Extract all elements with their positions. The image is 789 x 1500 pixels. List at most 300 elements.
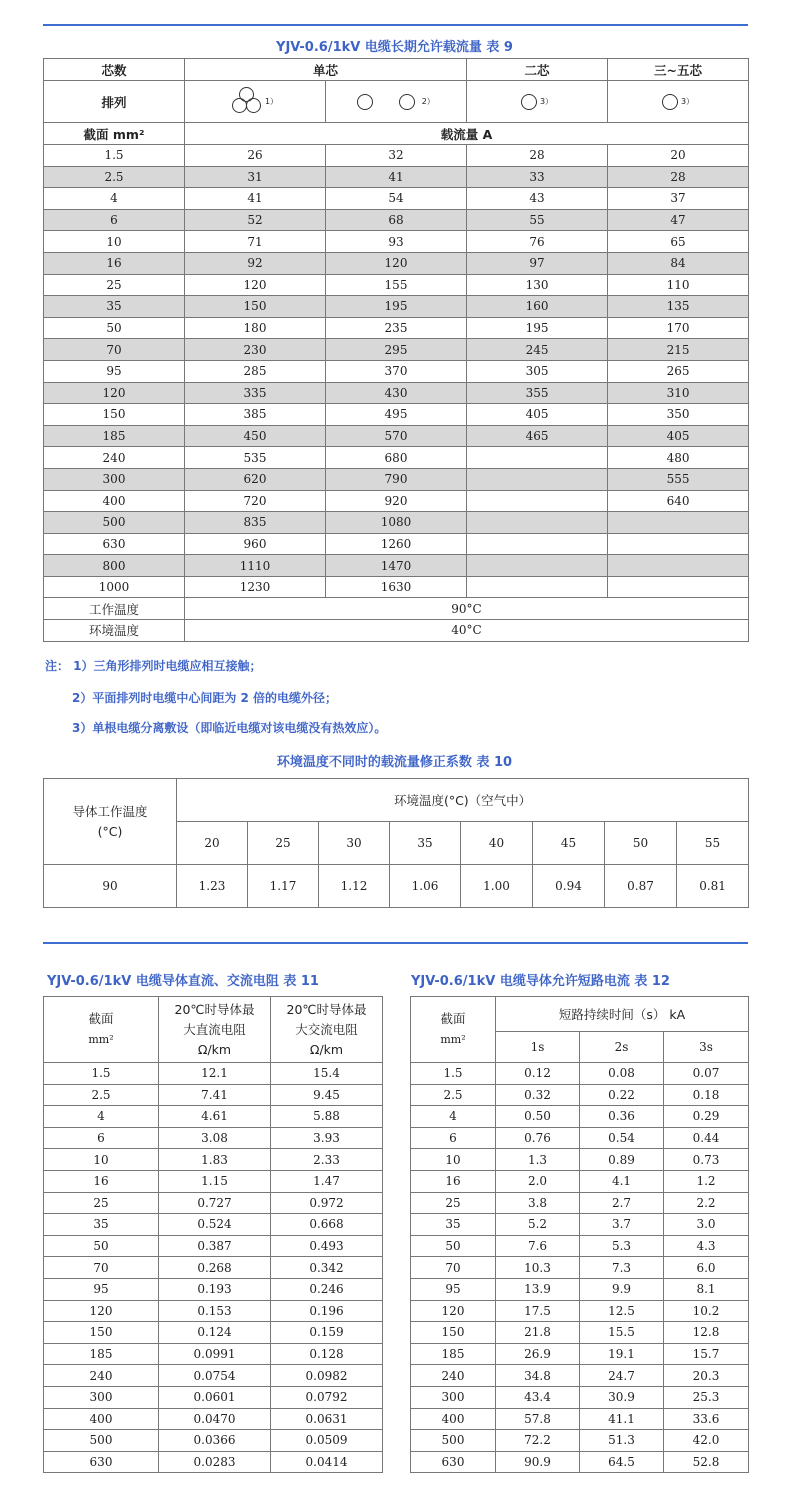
short-circuit-current-cell: 0.22 [580, 1084, 664, 1106]
ampacity-cell: 640 [608, 490, 749, 512]
ampacity-cell: 1260 [326, 533, 467, 555]
table9-header-section: 截面 mm² [44, 123, 185, 145]
table9-header-arrangement: 排列 [44, 81, 185, 123]
short-circuit-current-cell: 0.44 [664, 1127, 749, 1149]
short-circuit-current-cell: 20.3 [664, 1365, 749, 1387]
ampacity-cell: 1630 [326, 576, 467, 598]
table9-header-ampacity: 载流量 A [185, 123, 749, 145]
ampacity-cell: 135 [608, 296, 749, 318]
table11-row [44, 1170, 383, 1192]
ac-resistance-cell: 3.93 [271, 1127, 383, 1149]
ampacity-cell [467, 512, 608, 534]
section-cell: 240 [411, 1365, 496, 1387]
table11-header-section [44, 997, 159, 1063]
table12-row [411, 1386, 749, 1408]
top-rule [43, 24, 748, 26]
ampacity-cell [467, 490, 608, 512]
ampacity-cell: 97 [467, 252, 608, 274]
ampacity-cell: 335 [185, 382, 326, 404]
ampacity-cell [608, 576, 749, 598]
dc-resistance-cell: 0.0470 [159, 1408, 271, 1430]
short-circuit-current-cell: 64.5 [580, 1451, 664, 1473]
dc-resistance-cell: 3.08 [159, 1127, 271, 1149]
ampacity-cell: 93 [326, 231, 467, 253]
short-circuit-current-cell: 0.29 [664, 1106, 749, 1128]
section-cell: 50 [44, 317, 185, 339]
ampacity-cell: 230 [185, 339, 326, 361]
short-circuit-current-cell: 0.08 [580, 1063, 664, 1085]
short-circuit-current-cell: 42.0 [664, 1430, 749, 1452]
ampacity-cell: 720 [185, 490, 326, 512]
table11-row [44, 1192, 383, 1214]
table12 [410, 996, 749, 1473]
short-circuit-current-cell: 0.54 [580, 1127, 664, 1149]
ampacity-cell: 405 [608, 425, 749, 447]
section-cell: 4 [411, 1106, 496, 1128]
dc-resistance-cell: 12.1 [159, 1063, 271, 1085]
section-cell: 630 [44, 1451, 159, 1473]
short-circuit-current-cell: 90.9 [496, 1451, 580, 1473]
table12-row [411, 1106, 749, 1128]
table12-header-section [411, 997, 496, 1063]
table12-row [411, 1430, 749, 1452]
env-temp-label: 环境温度 [44, 620, 185, 642]
section-cell: 35 [44, 1214, 159, 1236]
table11-title: YJV-0.6/1kV 电缆导体直流、交流电阻 表 11 [47, 974, 319, 989]
dc-resistance-cell: 0.727 [159, 1192, 271, 1214]
section-cell: 400 [411, 1408, 496, 1430]
section-cell: 1.5 [44, 1063, 159, 1085]
table9-header-single: 单芯 [185, 59, 467, 81]
short-circuit-current-cell: 9.9 [580, 1278, 664, 1300]
table10-row-label: 90 [44, 865, 177, 908]
short-circuit-current-cell: 10.2 [664, 1300, 749, 1322]
table9-row [44, 576, 749, 598]
correction-factor-cell: 0.94 [533, 865, 605, 908]
ac-unit: Ω/km [309, 1041, 344, 1057]
dc-resistance-cell: 0.193 [159, 1278, 271, 1300]
short-circuit-current-cell: 34.8 [496, 1365, 580, 1387]
table12-row [411, 1322, 749, 1344]
ampacity-cell: 110 [608, 274, 749, 296]
section-cell: 16 [411, 1170, 496, 1192]
ampacity-cell: 495 [326, 404, 467, 426]
table12-header-duration: 短路持续时间（s） kA [496, 997, 749, 1032]
table12-row [411, 1063, 749, 1085]
section-cell: 185 [44, 1343, 159, 1365]
table9-header-two: 二芯 [467, 59, 608, 81]
ac-resistance-cell: 2.33 [271, 1149, 383, 1171]
section-cell: 10 [44, 231, 185, 253]
ampacity-cell [467, 468, 608, 490]
short-circuit-current-cell: 7.6 [496, 1235, 580, 1257]
short-circuit-current-cell: 2.2 [664, 1192, 749, 1214]
note-2: 2）平面排列时电缆中心间距为 2 倍的电缆外径； [72, 691, 338, 705]
ac-resistance-cell: 0.0982 [271, 1365, 383, 1387]
dc-resistance-cell: 0.387 [159, 1235, 271, 1257]
ampacity-cell: 92 [185, 252, 326, 274]
env-temp-row [44, 620, 749, 642]
section-cell: 70 [44, 339, 185, 361]
ambient-temp-cell: 25 [248, 822, 319, 865]
correction-factor-cell: 0.87 [605, 865, 677, 908]
short-circuit-current-cell: 5.3 [580, 1235, 664, 1257]
short-circuit-current-cell: 2.0 [496, 1170, 580, 1192]
short-circuit-current-cell: 10.3 [496, 1257, 580, 1279]
note-1: 注： 1）三角形排列时电缆应相互接触； [45, 659, 262, 673]
short-circuit-current-cell: 0.89 [580, 1149, 664, 1171]
table11-row [44, 1214, 383, 1236]
section-unit: mm² [440, 1033, 466, 1046]
ampacity-cell [608, 555, 749, 577]
ampacity-cell: 28 [608, 166, 749, 188]
ampacity-cell: 130 [467, 274, 608, 296]
section-cell: 35 [411, 1214, 496, 1236]
dc-resistance-cell: 7.41 [159, 1084, 271, 1106]
section-cell: 400 [44, 490, 185, 512]
table11-row [44, 1451, 383, 1473]
table11-row [44, 1257, 383, 1279]
ac-resistance-cell: 0.128 [271, 1343, 383, 1365]
ac-resistance-cell: 0.246 [271, 1278, 383, 1300]
ac-line-2: 大交流电阻 [295, 1021, 358, 1037]
table9-row [44, 252, 749, 274]
ampacity-cell: 37 [608, 188, 749, 210]
short-circuit-current-cell: 3.8 [496, 1192, 580, 1214]
table12-row [411, 1365, 749, 1387]
ambient-temp-cell: 30 [319, 822, 390, 865]
section-cell: 150 [44, 404, 185, 426]
table12-row [411, 1235, 749, 1257]
ampacity-cell: 1110 [185, 555, 326, 577]
table12-row [411, 1214, 749, 1236]
short-circuit-current-cell: 2.7 [580, 1192, 664, 1214]
section-cell: 25 [411, 1192, 496, 1214]
section-cell: 500 [44, 512, 185, 534]
ac-resistance-cell: 0.0414 [271, 1451, 383, 1473]
table11-row [44, 1322, 383, 1344]
ampacity-cell: 41 [185, 188, 326, 210]
ac-resistance-cell: 5.88 [271, 1106, 383, 1128]
ampacity-cell: 195 [467, 317, 608, 339]
correction-factor-cell: 1.23 [177, 865, 248, 908]
table9-row [44, 447, 749, 469]
section-cell: 16 [44, 1170, 159, 1192]
table12-row [411, 1257, 749, 1279]
dc-resistance-cell: 0.0601 [159, 1386, 271, 1408]
dc-resistance-cell: 0.268 [159, 1257, 271, 1279]
table9-row [44, 296, 749, 318]
correction-factor-cell: 0.81 [677, 865, 749, 908]
short-circuit-current-cell: 0.12 [496, 1063, 580, 1085]
short-circuit-current-cell: 41.1 [580, 1408, 664, 1430]
ampacity-cell: 54 [326, 188, 467, 210]
ampacity-cell: 480 [608, 447, 749, 469]
ampacity-cell: 32 [326, 145, 467, 167]
section-cell: 2.5 [44, 1084, 159, 1106]
short-circuit-current-cell: 30.9 [580, 1386, 664, 1408]
ampacity-cell: 1080 [326, 512, 467, 534]
table9-row [44, 425, 749, 447]
ampacity-cell: 155 [326, 274, 467, 296]
short-circuit-current-cell: 4.1 [580, 1170, 664, 1192]
table12-row [411, 1300, 749, 1322]
work-temp-value: 90°C [185, 598, 749, 620]
dc-resistance-cell: 1.15 [159, 1170, 271, 1192]
section-label: 截面 [440, 1011, 466, 1026]
ampacity-cell: 235 [326, 317, 467, 339]
duration-cell: 1s [496, 1032, 580, 1063]
table11-row [44, 1106, 383, 1128]
section-cell: 95 [411, 1278, 496, 1300]
dc-resistance-cell: 0.524 [159, 1214, 271, 1236]
section-cell: 25 [44, 1192, 159, 1214]
table11-header-ac [271, 997, 383, 1063]
section-cell: 400 [44, 1408, 159, 1430]
ac-line-1: 20℃时导体最 [286, 1001, 367, 1017]
ampacity-cell: 150 [185, 296, 326, 318]
short-circuit-current-cell: 17.5 [496, 1300, 580, 1322]
section-cell: 2.5 [411, 1084, 496, 1106]
table11-row [44, 1127, 383, 1149]
section-cell: 300 [44, 1386, 159, 1408]
table9-row [44, 145, 749, 167]
dc-resistance-cell: 1.83 [159, 1149, 271, 1171]
ampacity-cell: 265 [608, 360, 749, 382]
duration-cell: 3s [664, 1032, 749, 1063]
ampacity-cell: 1470 [326, 555, 467, 577]
table9-header-cores: 芯数 [44, 59, 185, 81]
section-cell: 16 [44, 252, 185, 274]
short-circuit-current-cell: 8.1 [664, 1278, 749, 1300]
ambient-temp-cell: 45 [533, 822, 605, 865]
table11-header-dc [159, 997, 271, 1063]
section-cell: 630 [411, 1451, 496, 1473]
dc-resistance-cell: 0.0991 [159, 1343, 271, 1365]
section-cell: 10 [411, 1149, 496, 1171]
ambient-temp-cell: 55 [677, 822, 749, 865]
short-circuit-current-cell: 0.07 [664, 1063, 749, 1085]
ampacity-cell: 68 [326, 209, 467, 231]
section-cell: 150 [411, 1322, 496, 1344]
section-cell: 50 [411, 1235, 496, 1257]
dc-resistance-cell: 4.61 [159, 1106, 271, 1128]
ampacity-cell: 65 [608, 231, 749, 253]
table11-row [44, 1235, 383, 1257]
ampacity-cell: 1230 [185, 576, 326, 598]
ampacity-cell: 28 [467, 145, 608, 167]
ampacity-cell [467, 576, 608, 598]
short-circuit-current-cell: 51.3 [580, 1430, 664, 1452]
short-circuit-current-cell: 21.8 [496, 1322, 580, 1344]
table9-row [44, 533, 749, 555]
ac-resistance-cell: 15.4 [271, 1063, 383, 1085]
ampacity-cell: 41 [326, 166, 467, 188]
table11-row [44, 1430, 383, 1452]
ampacity-cell: 385 [185, 404, 326, 426]
short-circuit-current-cell: 19.1 [580, 1343, 664, 1365]
ampacity-cell: 170 [608, 317, 749, 339]
arrangement-separate-two [467, 81, 608, 123]
table9-row [44, 468, 749, 490]
ac-resistance-cell: 0.0631 [271, 1408, 383, 1430]
short-circuit-current-cell: 57.8 [496, 1408, 580, 1430]
single-cable-icon [662, 94, 678, 110]
section-cell: 120 [44, 382, 185, 404]
short-circuit-current-cell: 7.3 [580, 1257, 664, 1279]
table9-row [44, 404, 749, 426]
correction-factor-cell: 1.17 [248, 865, 319, 908]
conductor-temp-unit: (°C) [97, 823, 123, 839]
section-cell: 185 [411, 1343, 496, 1365]
section-cell: 35 [44, 296, 185, 318]
section-cell: 240 [44, 447, 185, 469]
table9-row [44, 188, 749, 210]
arrangement-note-4: 3） [680, 97, 695, 106]
ampacity-cell: 535 [185, 447, 326, 469]
section-cell: 1000 [44, 576, 185, 598]
ampacity-cell: 680 [326, 447, 467, 469]
ampacity-cell: 180 [185, 317, 326, 339]
section-cell: 50 [44, 1235, 159, 1257]
table9-header-three-five: 三~五芯 [608, 59, 749, 81]
ampacity-cell: 310 [608, 382, 749, 404]
dc-resistance-cell: 0.0366 [159, 1430, 271, 1452]
note-3: 3）单根电缆分离敷设（即临近电缆对该电缆没有热效应）。 [72, 721, 387, 735]
table9 [43, 58, 749, 642]
section-cell: 70 [44, 1257, 159, 1279]
work-temp-row [44, 598, 749, 620]
ampacity-cell: 620 [185, 468, 326, 490]
ampacity-cell: 120 [185, 274, 326, 296]
table12-title: YJV-0.6/1kV 电缆导体允许短路电流 表 12 [411, 974, 670, 989]
section-cell: 95 [44, 360, 185, 382]
table10 [43, 778, 749, 908]
ampacity-cell: 920 [326, 490, 467, 512]
ampacity-cell: 295 [326, 339, 467, 361]
ambient-temp-cell: 35 [390, 822, 461, 865]
section-cell: 2.5 [44, 166, 185, 188]
dc-resistance-cell: 0.0283 [159, 1451, 271, 1473]
short-circuit-current-cell: 72.2 [496, 1430, 580, 1452]
table10-header-ambient: 环境温度(°C)（空气中） [177, 779, 749, 822]
table9-row [44, 231, 749, 253]
table11-row [44, 1063, 383, 1085]
section-label: 截面 [88, 1011, 114, 1026]
trefoil-cable-icon [232, 91, 262, 113]
ampacity-cell: 450 [185, 425, 326, 447]
dc-line-1: 20℃时导体最 [174, 1001, 255, 1017]
table9-row [44, 512, 749, 534]
short-circuit-current-cell: 33.6 [664, 1408, 749, 1430]
table11-row [44, 1300, 383, 1322]
ampacity-cell: 76 [467, 231, 608, 253]
ampacity-cell [608, 533, 749, 555]
table9-row [44, 382, 749, 404]
dc-unit: Ω/km [197, 1041, 232, 1057]
table11-row [44, 1278, 383, 1300]
table9-row [44, 209, 749, 231]
ampacity-cell: 52 [185, 209, 326, 231]
short-circuit-current-cell: 12.5 [580, 1300, 664, 1322]
short-circuit-current-cell: 24.7 [580, 1365, 664, 1387]
ampacity-cell: 71 [185, 231, 326, 253]
ac-resistance-cell: 0.972 [271, 1192, 383, 1214]
ampacity-cell: 350 [608, 404, 749, 426]
short-circuit-current-cell: 0.50 [496, 1106, 580, 1128]
ampacity-cell: 405 [467, 404, 608, 426]
ac-resistance-cell: 0.493 [271, 1235, 383, 1257]
ampacity-cell: 245 [467, 339, 608, 361]
section-cell: 630 [44, 533, 185, 555]
section-cell: 500 [44, 1430, 159, 1452]
table9-title: YJV-0.6/1kV 电缆长期允许载流量 表 9 [276, 40, 513, 55]
table10-header-conductor-temp [44, 779, 177, 865]
table9-row [44, 360, 749, 382]
ampacity-cell: 835 [185, 512, 326, 534]
ac-resistance-cell: 0.0509 [271, 1430, 383, 1452]
ac-resistance-cell: 0.668 [271, 1214, 383, 1236]
dc-line-2: 大直流电阻 [183, 1021, 246, 1037]
ampacity-cell: 33 [467, 166, 608, 188]
ampacity-cell: 430 [326, 382, 467, 404]
section-cell: 120 [411, 1300, 496, 1322]
short-circuit-current-cell: 12.8 [664, 1322, 749, 1344]
table12-row [411, 1127, 749, 1149]
arrangement-separate-multi [608, 81, 749, 123]
work-temp-label: 工作温度 [44, 598, 185, 620]
section-cell: 6 [44, 1127, 159, 1149]
table11-row [44, 1408, 383, 1430]
arrangement-note-2: 2） [421, 97, 435, 106]
section-unit: mm² [88, 1033, 114, 1046]
ac-resistance-cell: 0.196 [271, 1300, 383, 1322]
table9-row [44, 166, 749, 188]
table12-row [411, 1451, 749, 1473]
section-cell: 120 [44, 1300, 159, 1322]
correction-factor-cell: 1.06 [390, 865, 461, 908]
short-circuit-current-cell: 6.0 [664, 1257, 749, 1279]
table12-row [411, 1278, 749, 1300]
section-cell: 10 [44, 1149, 159, 1171]
correction-factor-cell: 1.00 [461, 865, 533, 908]
short-circuit-current-cell: 25.3 [664, 1386, 749, 1408]
dc-resistance-cell: 0.124 [159, 1322, 271, 1344]
section-cell: 300 [44, 468, 185, 490]
section-cell: 70 [411, 1257, 496, 1279]
arrangement-trefoil [185, 81, 326, 123]
arrangement-note-1: 1） [264, 97, 279, 106]
table12-row [411, 1149, 749, 1171]
table12-row [411, 1192, 749, 1214]
env-temp-value: 40°C [185, 620, 749, 642]
table11-row [44, 1365, 383, 1387]
section-cell: 4 [44, 188, 185, 210]
table11 [43, 996, 383, 1473]
short-circuit-current-cell: 4.3 [664, 1235, 749, 1257]
duration-cell: 2s [580, 1032, 664, 1063]
short-circuit-current-cell: 0.18 [664, 1084, 749, 1106]
short-circuit-current-cell: 5.2 [496, 1214, 580, 1236]
section-cell: 240 [44, 1365, 159, 1387]
short-circuit-current-cell: 3.0 [664, 1214, 749, 1236]
ampacity-cell: 465 [467, 425, 608, 447]
ampacity-cell: 84 [608, 252, 749, 274]
table11-row [44, 1149, 383, 1171]
flat-cable-icon [357, 94, 418, 108]
short-circuit-current-cell: 0.73 [664, 1149, 749, 1171]
ampacity-cell: 370 [326, 360, 467, 382]
